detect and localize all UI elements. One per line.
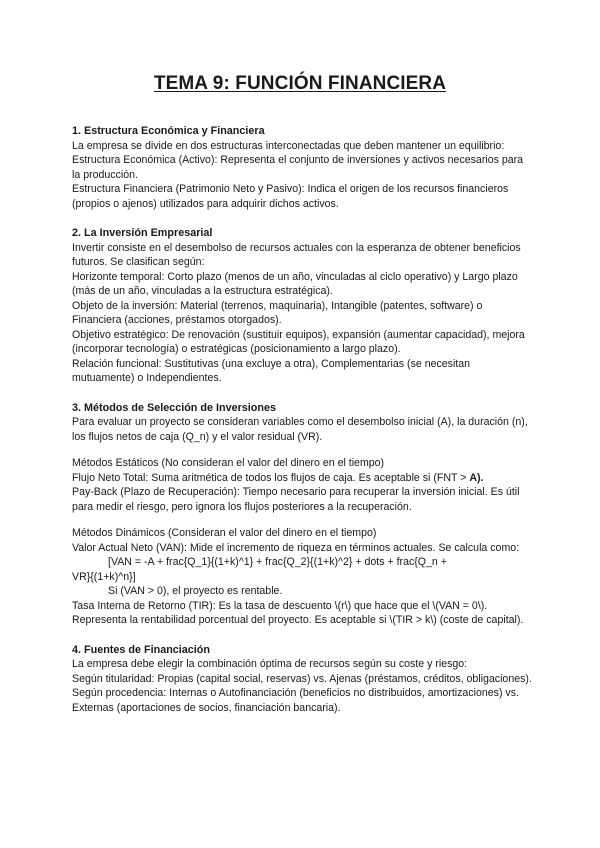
page-title: TEMA 9: FUNCIÓN FINANCIERA (153, 73, 447, 94)
section-2-paragraph: Horizonte temporal: Corto plazo (menos de un año, vinculadas al ciclo operativo) y Largo plazo (más de un año, vinculadas a la estructura estratégica). (72, 270, 518, 297)
fnt-text: Flujo Neto Total: Suma aritmética de todos los flujos de caja. Es aceptable si (FNT > (72, 471, 470, 484)
section-3-paragraph: Para evaluar un proyecto se consideran variables como el desembolso inicial (A), la duración (n), los flujos netos de caja (Q_n) y el valor residual (VR). (72, 416, 528, 443)
section-1-paragraph: Estructura Económica (Activo): Representa el conjunto de inversiones y activos necesarios para la producción. (72, 154, 524, 181)
section-2-paragraph: Objeto de la inversión: Material (terrenos, maquinaria), Intangible (patentes, software) o Financiera (acciones, préstamos otorgados). (72, 299, 483, 326)
fnt-paragraph (72, 471, 532, 486)
section-3-heading: 3. Métodos de Selección de Inversiones (72, 401, 277, 414)
tir-paragraph: Tasa Interna de Retorno (TIR): Es la tasa de descuento \(r\) que hace que el \(VAN = 0\). Representa la rentabilidad porcentual del proyecto. Es aceptable si \(TIR > k\) (coste de capital). (72, 599, 524, 626)
section-3 (72, 401, 532, 628)
static-methods-heading: Métodos Estáticos (No consideran el valor del dinero en el tiempo) (72, 457, 385, 469)
section-2-paragraph: Objetivo estratégico: De renovación (sustituir equipos), expansión (aumentar capacidad), mejora (incorporar tecnología) o estratégicas (posicionamiento a largo plazo). (72, 328, 525, 355)
section-4-heading: 4. Fuentes de Financiación (72, 643, 210, 656)
van-formula-line: [VAN = -A + frac{Q_1}{(1+k)^1} + frac{Q_2}{(1+k)^2} + dots + frac{Q_n + (108, 556, 447, 568)
section-4 (72, 643, 532, 716)
section-1-heading: 1. Estructura Económica y Financiera (72, 125, 265, 137)
van-paragraph: Valor Actual Neto (VAN): Mide el incremento de riqueza en términos actuales. Se calcula como: (72, 541, 520, 554)
section-1-paragraph: Estructura Financiera (Patrimonio Neto y Pasivo): Indica el origen de los recursos financieros (propios o ajenos) utilizados para adquirir dichos activos. (72, 183, 509, 210)
fnt-tail: A). (469, 471, 484, 484)
section-4-paragraph: Según procedencia: Internas o Autofinanciación (beneficios no distribuidos, amortizaciones) vs. Externas (aportaciones de socios, financiación bancaria). (72, 687, 519, 714)
spacer (72, 444, 532, 456)
van-formula-line: VR}{(1+k)^n}] (72, 570, 136, 583)
section-4-paragraph: La empresa debe elegir la combinación óptima de recursos según su coste y riesgo: (72, 658, 468, 670)
section-1 (72, 124, 532, 211)
payback-paragraph: Pay-Back (Plazo de Recuperación): Tiempo necesario para recuperar la inversión inicial. Es útil para medir el riesgo, pero ignora los flujos posteriores a la recuperación. (72, 486, 520, 513)
document-body (72, 124, 532, 730)
van-acceptance: Si (VAN > 0), el proyecto es rentable. (108, 585, 283, 597)
section-2-paragraph: Relación funcional: Sustitutivas (una excluye a otra), Complementarias (se necesitan mutuamente) o Independientes. (72, 357, 471, 384)
dynamic-methods-heading: Métodos Dinámicos (Consideran el valor del dinero en el tiempo) (72, 527, 377, 539)
section-2-heading: 2. La Inversión Empresarial (72, 227, 213, 239)
section-1-paragraph: La empresa se divide en dos estructuras interconectadas que deben mantener un equilibrio: (72, 139, 505, 152)
section-2-paragraph: Invertir consiste en el desembolso de recursos actuales con la esperanza de obtener beneficios futuros. Se clasifican según: (72, 241, 521, 268)
section-4-paragraph: Según titularidad: Propias (capital social, reservas) vs. Ajenas (préstamos, créditos, obligaciones). (72, 672, 532, 685)
spacer (72, 514, 532, 526)
section-2 (72, 226, 532, 386)
